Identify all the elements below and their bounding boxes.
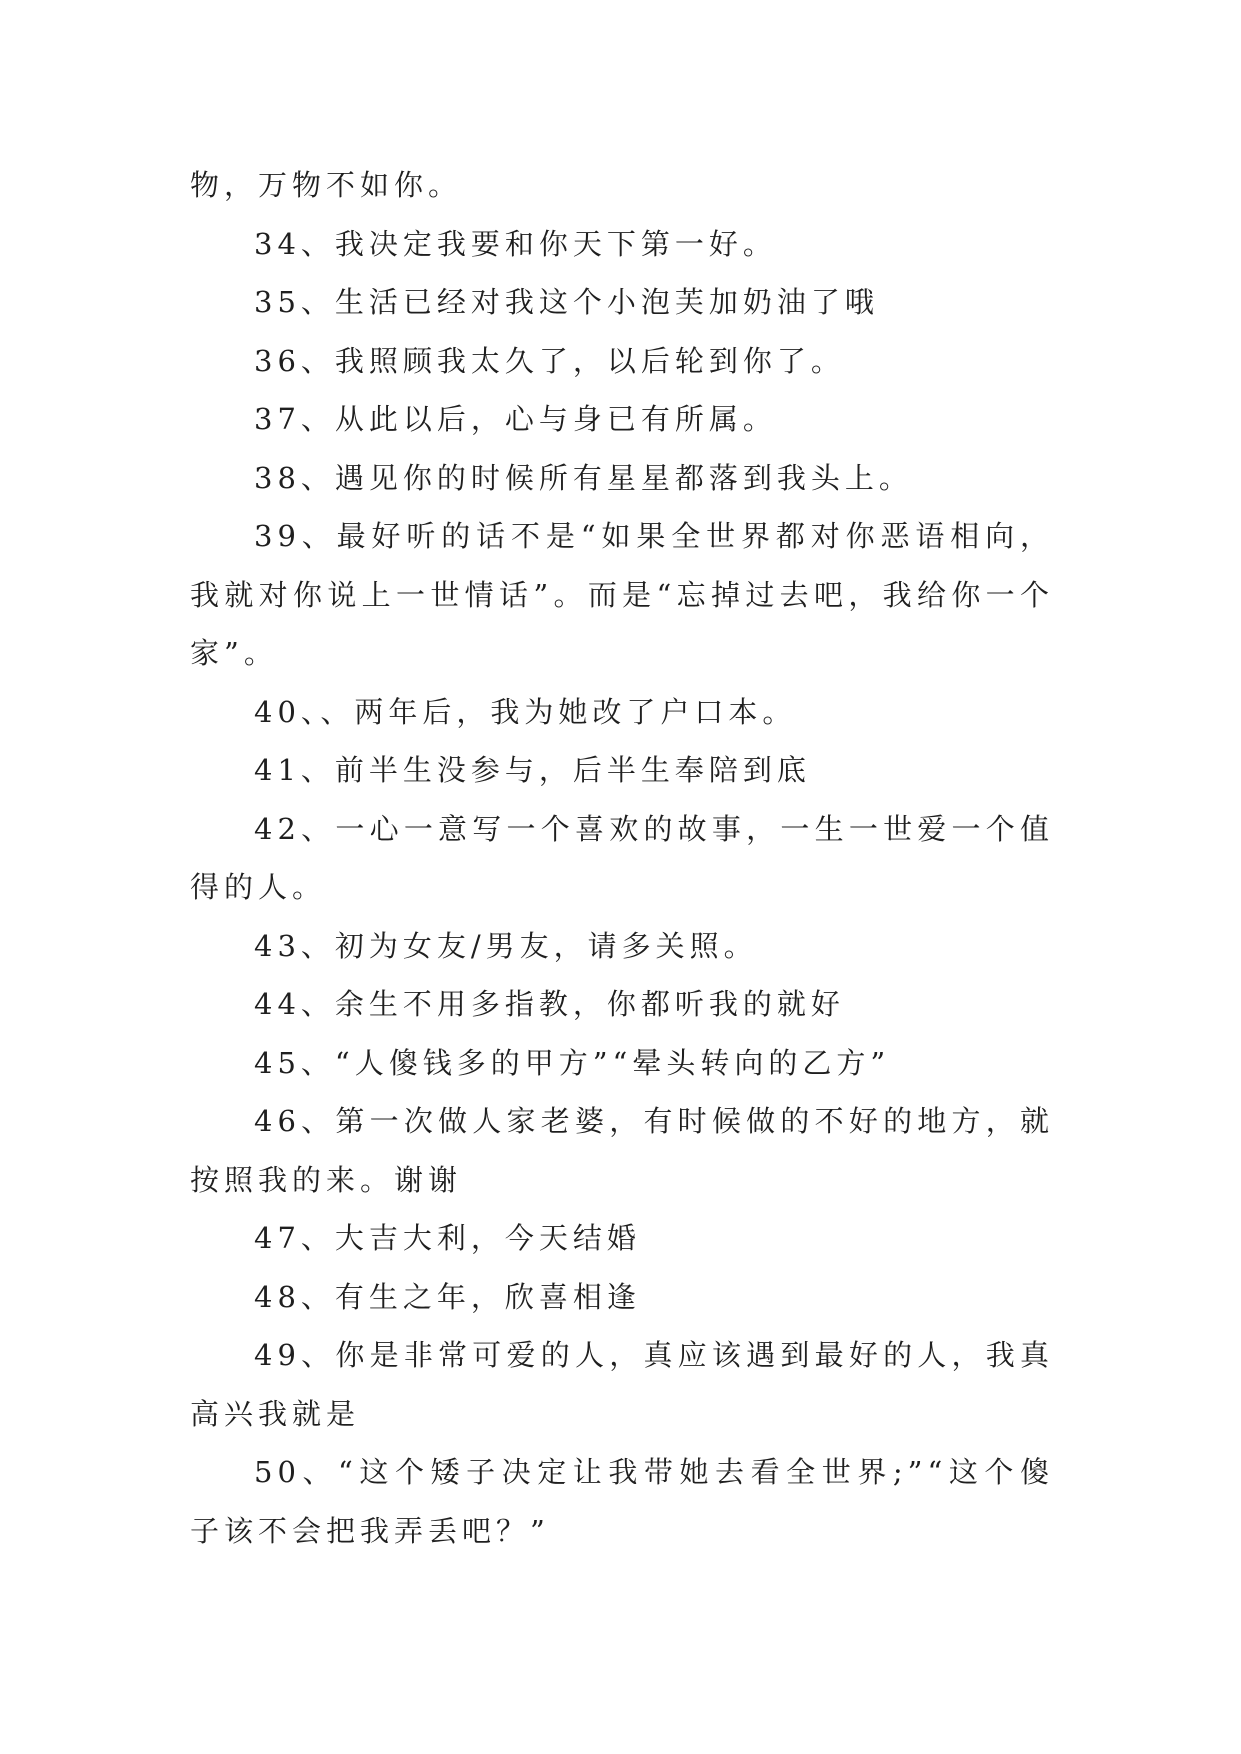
paragraph-48: 48、有生之年，欣喜相逢: [254, 1279, 641, 1314]
paragraph-35: 35、生活已经对我这个小泡芙加奶油了哦: [254, 285, 879, 319]
paragraph-44: 44、余生不用多指教，你都听我的就好: [254, 987, 845, 1021]
paragraph-42: 42、一心一意写一个喜欢的故事，一生一世爱一个值得的人。: [190, 811, 1054, 904]
paragraph-46: 46、第一次做人家老婆，有时候做的不好的地方，就按照我的来。谢谢: [190, 1104, 1054, 1197]
paragraph-50: 50、“这个矮子决定让我带她去看全世界;”“这个傻子该不会把我弄丢吧？”: [190, 1455, 1054, 1548]
paragraph-36: 36、我照顾我太久了，以后轮到你了。: [254, 343, 845, 378]
paragraph-49: 49、你是非常可爱的人，真应该遇到最好的人，我真高兴我就是: [190, 1338, 1054, 1431]
document-body: [190, 156, 1054, 1560]
paragraph-41: 41、前半生没参与，后半生奉陪到底: [254, 753, 811, 787]
paragraph-39: 39、最好听的话不是“如果全世界都对你恶语相向，我就对你说上一世情话”。而是“忘掉过去吧，我给你一个家”。: [190, 519, 1054, 670]
paragraph-43: 43、初为女友/男友，请多关照。: [254, 928, 758, 963]
paragraph-continuation: 物，万物不如你。: [190, 168, 463, 202]
paragraph-47: 47、大吉大利，今天结婚: [254, 1221, 641, 1255]
paragraph-34: 34、我决定我要和你天下第一好。: [254, 226, 777, 261]
paragraph-38: 38、遇见你的时候所有星星都落到我头上。: [254, 460, 913, 495]
paragraph-45: 45、“人傻钱多的甲方”“晕头转向的乙方”: [254, 1045, 891, 1080]
paragraph-40: 40、、两年后，我为她改了户口本。: [254, 694, 797, 729]
paragraph-37: 37、从此以后，心与身已有所属。: [254, 402, 777, 436]
